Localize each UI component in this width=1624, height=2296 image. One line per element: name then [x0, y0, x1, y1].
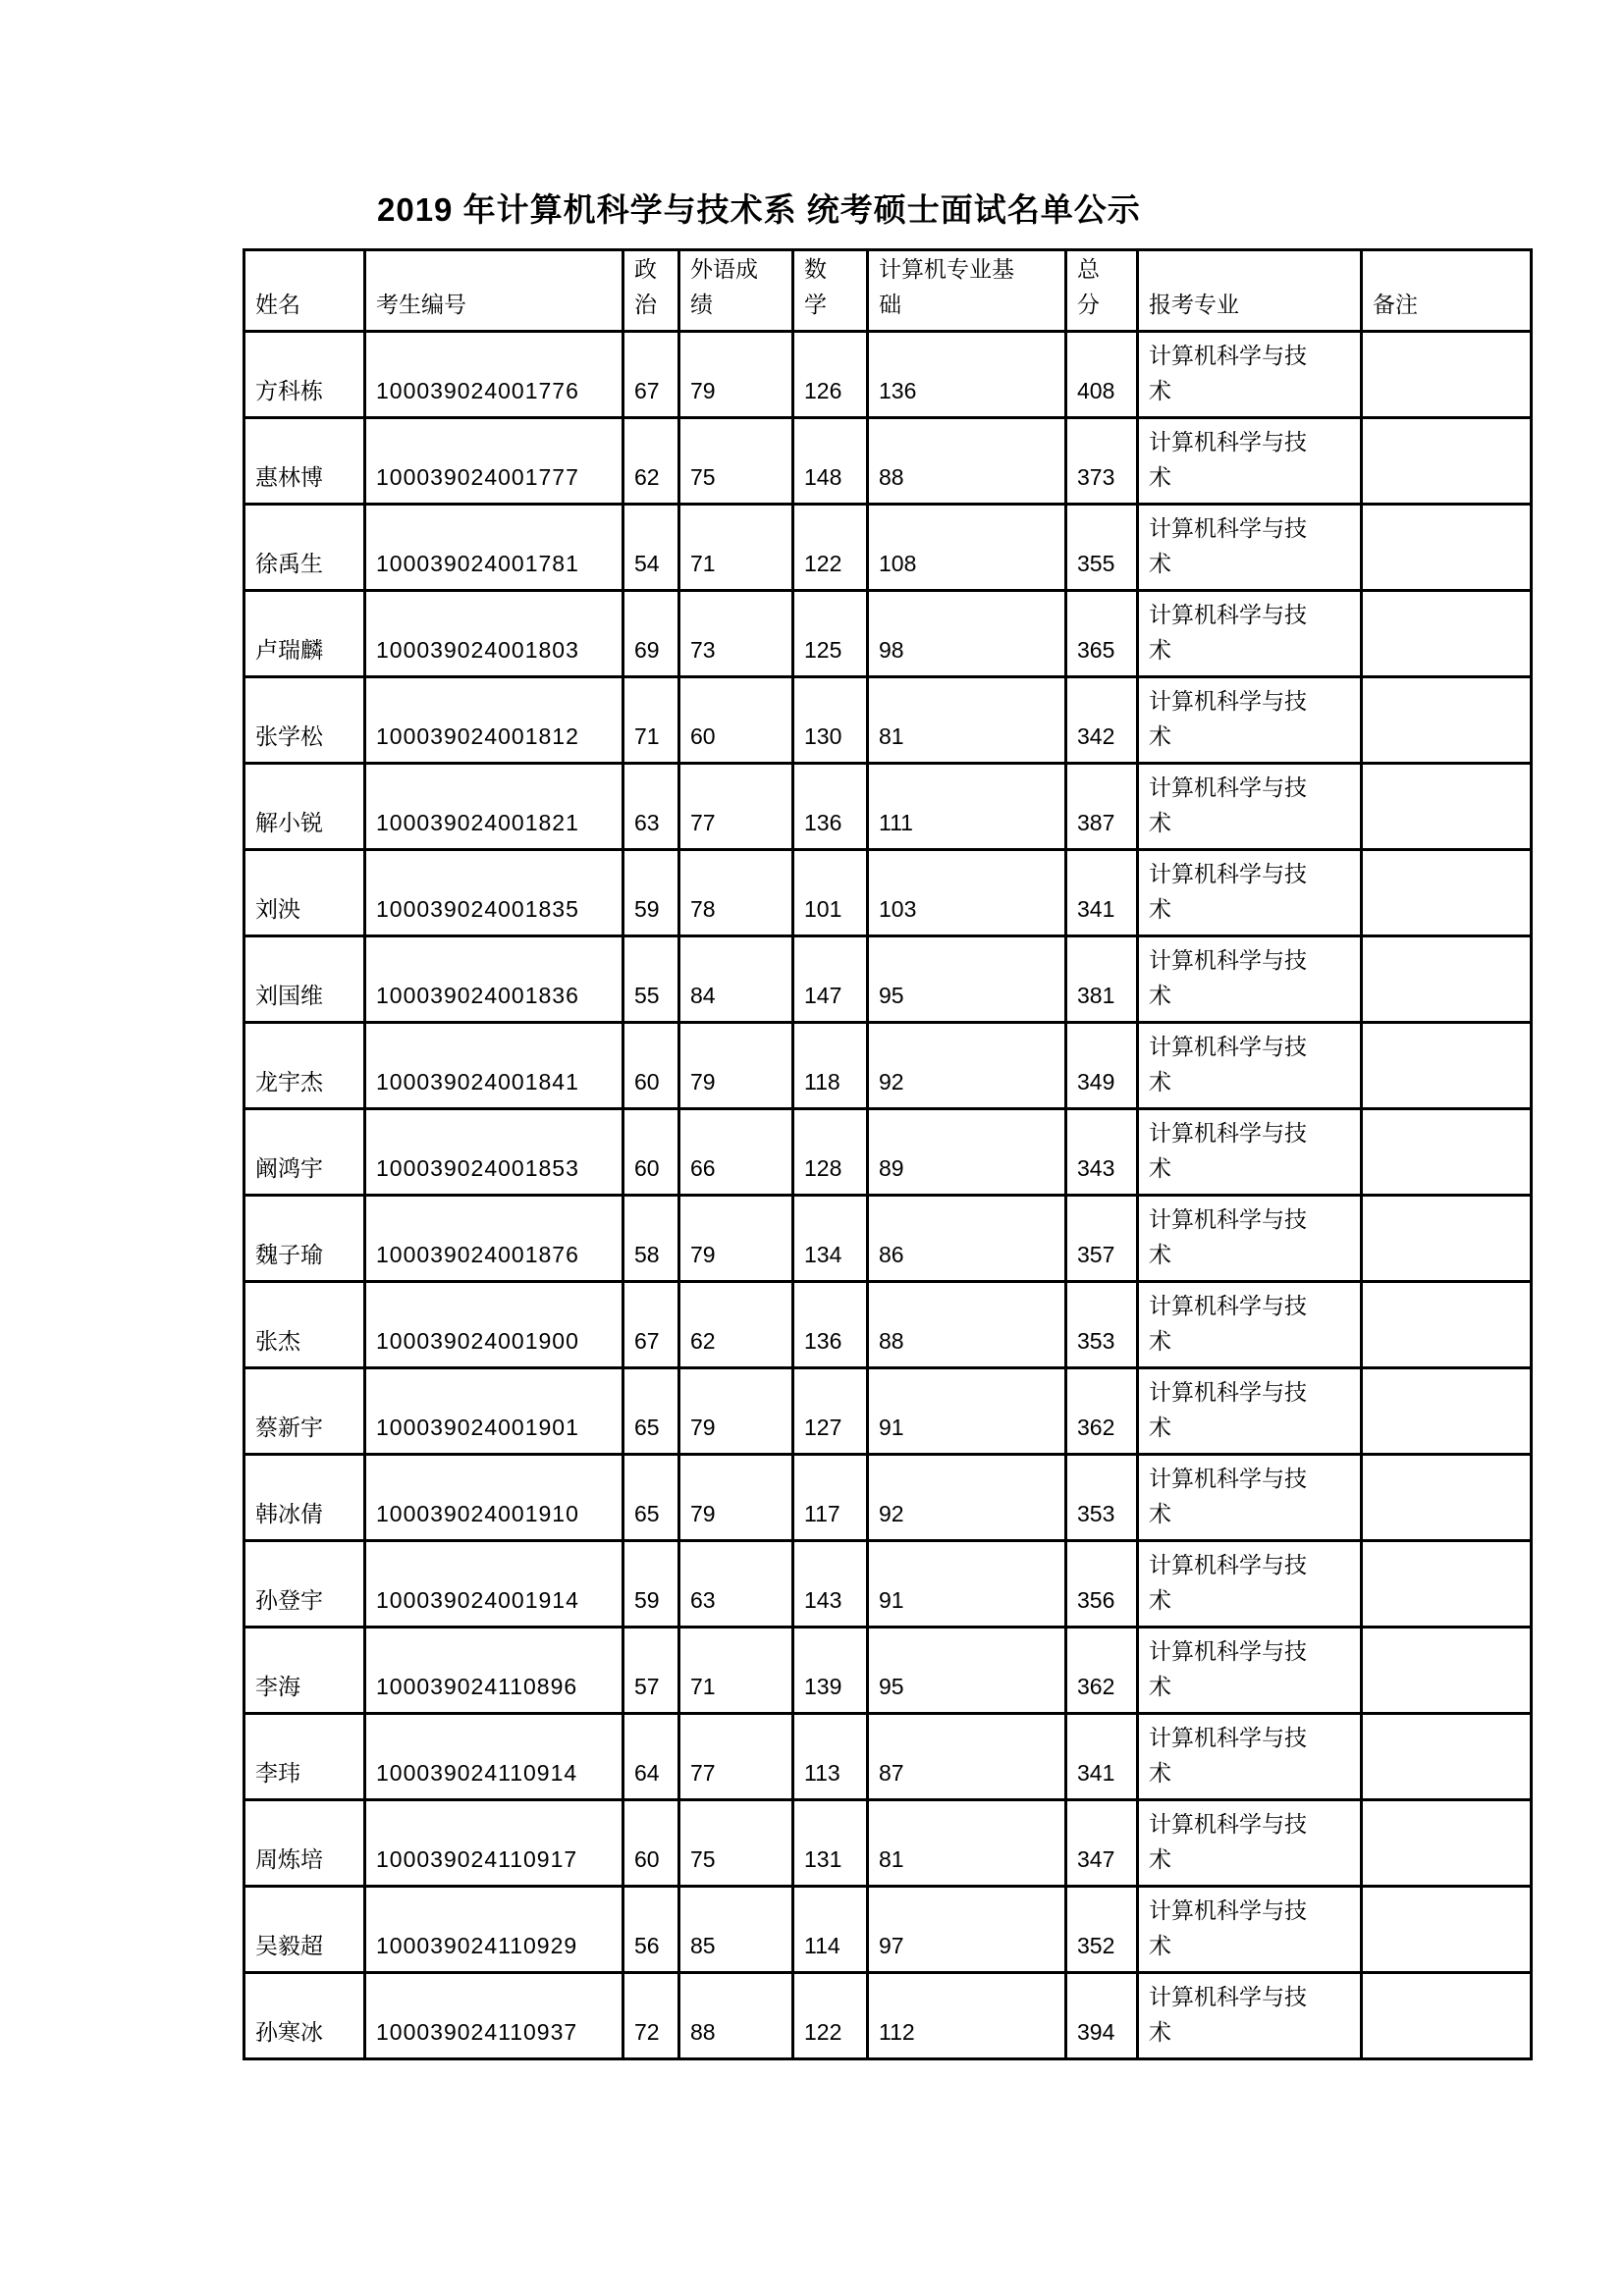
- cell-note: [1362, 1109, 1532, 1196]
- cell-id: 100039024001900: [365, 1282, 623, 1368]
- cell-cs-basic: 98: [868, 591, 1066, 677]
- cell-note: [1362, 418, 1532, 505]
- cell-politics: 54: [623, 505, 679, 591]
- cell-note: [1362, 1196, 1532, 1282]
- cell-id: 100039024001821: [365, 764, 623, 850]
- cell-politics: 71: [623, 677, 679, 764]
- cell-name: 张杰: [244, 1282, 365, 1368]
- cell-major: 计算机科学与技术: [1138, 1973, 1362, 2059]
- cell-cs-basic: 88: [868, 1282, 1066, 1368]
- cell-politics: 72: [623, 1973, 679, 2059]
- cell-name: 李玮: [244, 1714, 365, 1800]
- cell-math: 122: [793, 1973, 868, 2059]
- cell-cs-basic: 108: [868, 505, 1066, 591]
- cell-cs-basic: 86: [868, 1196, 1066, 1282]
- cell-politics: 67: [623, 1282, 679, 1368]
- cell-id: 100039024001901: [365, 1368, 623, 1455]
- cell-name: 魏子瑜: [244, 1196, 365, 1282]
- table-row: [244, 505, 1532, 591]
- cell-id: 100039024001853: [365, 1109, 623, 1196]
- cell-politics: 60: [623, 1109, 679, 1196]
- table-row: [244, 1973, 1532, 2059]
- cell-foreign: 79: [679, 332, 793, 418]
- cell-politics: 55: [623, 936, 679, 1023]
- cell-total: 356: [1066, 1541, 1138, 1628]
- table-row: [244, 850, 1532, 936]
- cell-politics: 57: [623, 1628, 679, 1714]
- cell-foreign: 85: [679, 1887, 793, 1973]
- cell-cs-basic: 112: [868, 1973, 1066, 2059]
- cell-name: 方科栋: [244, 332, 365, 418]
- cell-id: 100039024110896: [365, 1628, 623, 1714]
- cell-id: 100039024001777: [365, 418, 623, 505]
- cell-cs-basic: 87: [868, 1714, 1066, 1800]
- cell-name: 蔡新宇: [244, 1368, 365, 1455]
- cell-id: 100039024001841: [365, 1023, 623, 1109]
- cell-math: 101: [793, 850, 868, 936]
- table-row: [244, 1455, 1532, 1541]
- table-row: [244, 1196, 1532, 1282]
- cell-note: [1362, 1455, 1532, 1541]
- cell-note: [1362, 1368, 1532, 1455]
- cell-math: 130: [793, 677, 868, 764]
- cell-id: 100039024001776: [365, 332, 623, 418]
- cell-note: [1362, 1973, 1532, 2059]
- cell-math: 148: [793, 418, 868, 505]
- cell-name: 吴毅超: [244, 1887, 365, 1973]
- cell-major: 计算机科学与技术: [1138, 1800, 1362, 1887]
- cell-math: 134: [793, 1196, 868, 1282]
- cell-total: 362: [1066, 1628, 1138, 1714]
- cell-politics: 59: [623, 850, 679, 936]
- cell-id: 100039024110914: [365, 1714, 623, 1800]
- cell-math: 136: [793, 764, 868, 850]
- cell-math: 114: [793, 1887, 868, 1973]
- cell-id: 100039024001914: [365, 1541, 623, 1628]
- cell-major: 计算机科学与技术: [1138, 850, 1362, 936]
- cell-name: 李海: [244, 1628, 365, 1714]
- cell-foreign: 79: [679, 1196, 793, 1282]
- table-row: [244, 1887, 1532, 1973]
- cell-major: 计算机科学与技术: [1138, 1109, 1362, 1196]
- cell-foreign: 77: [679, 764, 793, 850]
- cell-total: 394: [1066, 1973, 1138, 2059]
- cell-foreign: 63: [679, 1541, 793, 1628]
- cell-total: 343: [1066, 1109, 1138, 1196]
- cell-note: [1362, 1714, 1532, 1800]
- cell-politics: 69: [623, 591, 679, 677]
- cell-name: 韩冰倩: [244, 1455, 365, 1541]
- header-politics: 政治: [623, 250, 679, 332]
- header-row: [244, 250, 1532, 332]
- table-row: [244, 1109, 1532, 1196]
- cell-major: 计算机科学与技术: [1138, 1455, 1362, 1541]
- cell-major: 计算机科学与技术: [1138, 1887, 1362, 1973]
- cell-name: 徐禹生: [244, 505, 365, 591]
- cell-math: 127: [793, 1368, 868, 1455]
- cell-major: 计算机科学与技术: [1138, 332, 1362, 418]
- cell-note: [1362, 1887, 1532, 1973]
- cell-foreign: 66: [679, 1109, 793, 1196]
- cell-name: 刘泱: [244, 850, 365, 936]
- cell-foreign: 79: [679, 1023, 793, 1109]
- cell-math: 126: [793, 332, 868, 418]
- cell-note: [1362, 936, 1532, 1023]
- cell-cs-basic: 88: [868, 418, 1066, 505]
- cell-total: 381: [1066, 936, 1138, 1023]
- table-row: [244, 1800, 1532, 1887]
- cell-cs-basic: 81: [868, 1800, 1066, 1887]
- cell-major: 计算机科学与技术: [1138, 764, 1362, 850]
- cell-cs-basic: 91: [868, 1541, 1066, 1628]
- cell-name: 孙登宇: [244, 1541, 365, 1628]
- cell-major: 计算机科学与技术: [1138, 1714, 1362, 1800]
- cell-note: [1362, 677, 1532, 764]
- table-row: [244, 1282, 1532, 1368]
- cell-politics: 63: [623, 764, 679, 850]
- cell-math: 128: [793, 1109, 868, 1196]
- cell-politics: 56: [623, 1887, 679, 1973]
- cell-math: 118: [793, 1023, 868, 1109]
- cell-note: [1362, 1282, 1532, 1368]
- cell-note: [1362, 1541, 1532, 1628]
- cell-total: 357: [1066, 1196, 1138, 1282]
- cell-total: 353: [1066, 1455, 1138, 1541]
- cell-name: 龙宇杰: [244, 1023, 365, 1109]
- cell-foreign: 88: [679, 1973, 793, 2059]
- cell-foreign: 71: [679, 505, 793, 591]
- cell-total: 342: [1066, 677, 1138, 764]
- cell-name: 惠林博: [244, 418, 365, 505]
- table-row: [244, 1368, 1532, 1455]
- cell-politics: 67: [623, 332, 679, 418]
- table-row: [244, 591, 1532, 677]
- table-row: [244, 764, 1532, 850]
- cell-total: 387: [1066, 764, 1138, 850]
- cell-major: 计算机科学与技术: [1138, 1541, 1362, 1628]
- cell-total: 341: [1066, 1714, 1138, 1800]
- cell-major: 计算机科学与技术: [1138, 1368, 1362, 1455]
- cell-foreign: 71: [679, 1628, 793, 1714]
- cell-total: 355: [1066, 505, 1138, 591]
- table-row: [244, 1628, 1532, 1714]
- cell-major: 计算机科学与技术: [1138, 677, 1362, 764]
- cell-major: 计算机科学与技术: [1138, 418, 1362, 505]
- table-row: [244, 677, 1532, 764]
- cell-id: 100039024001835: [365, 850, 623, 936]
- cell-foreign: 78: [679, 850, 793, 936]
- cell-math: 117: [793, 1455, 868, 1541]
- cell-note: [1362, 1023, 1532, 1109]
- cell-foreign: 84: [679, 936, 793, 1023]
- cell-cs-basic: 89: [868, 1109, 1066, 1196]
- cell-id: 100039024001803: [365, 591, 623, 677]
- cell-major: 计算机科学与技术: [1138, 936, 1362, 1023]
- cell-major: 计算机科学与技术: [1138, 1282, 1362, 1368]
- cell-politics: 65: [623, 1455, 679, 1541]
- cell-math: 122: [793, 505, 868, 591]
- cell-total: 373: [1066, 418, 1138, 505]
- cell-id: 100039024001876: [365, 1196, 623, 1282]
- cell-math: 139: [793, 1628, 868, 1714]
- page-title: 2019 年计算机科学与技术系 统考硕士面试名单公示: [377, 191, 1141, 228]
- cell-cs-basic: 92: [868, 1023, 1066, 1109]
- cell-major: 计算机科学与技术: [1138, 1196, 1362, 1282]
- table-row: [244, 1541, 1532, 1628]
- cell-cs-basic: 91: [868, 1368, 1066, 1455]
- cell-name: 张学松: [244, 677, 365, 764]
- header-name: 姓名: [244, 250, 365, 332]
- cell-cs-basic: 97: [868, 1887, 1066, 1973]
- table-row: [244, 332, 1532, 418]
- cell-note: [1362, 1628, 1532, 1714]
- cell-id: 100039024001781: [365, 505, 623, 591]
- cell-name: 卢瑞麟: [244, 591, 365, 677]
- cell-total: 341: [1066, 850, 1138, 936]
- cell-cs-basic: 92: [868, 1455, 1066, 1541]
- cell-foreign: 79: [679, 1455, 793, 1541]
- cell-name: 孙寒冰: [244, 1973, 365, 2059]
- cell-math: 131: [793, 1800, 868, 1887]
- cell-politics: 59: [623, 1541, 679, 1628]
- cell-note: [1362, 1800, 1532, 1887]
- cell-major: 计算机科学与技术: [1138, 1628, 1362, 1714]
- cell-foreign: 77: [679, 1714, 793, 1800]
- cell-total: 347: [1066, 1800, 1138, 1887]
- header-major: 报考专业: [1138, 250, 1362, 332]
- cell-foreign: 60: [679, 677, 793, 764]
- cell-math: 113: [793, 1714, 868, 1800]
- header-cs-basic: 计算机专业基础: [868, 250, 1066, 332]
- cell-cs-basic: 95: [868, 1628, 1066, 1714]
- cell-politics: 58: [623, 1196, 679, 1282]
- cell-total: 353: [1066, 1282, 1138, 1368]
- cell-math: 125: [793, 591, 868, 677]
- cell-total: 408: [1066, 332, 1138, 418]
- cell-note: [1362, 764, 1532, 850]
- header-note: 备注: [1362, 250, 1532, 332]
- cell-major: 计算机科学与技术: [1138, 505, 1362, 591]
- cell-math: 147: [793, 936, 868, 1023]
- cell-politics: 62: [623, 418, 679, 505]
- cell-foreign: 75: [679, 1800, 793, 1887]
- header-total: 总分: [1066, 250, 1138, 332]
- cell-id: 100039024001910: [365, 1455, 623, 1541]
- cell-politics: 60: [623, 1800, 679, 1887]
- cell-cs-basic: 136: [868, 332, 1066, 418]
- cell-total: 362: [1066, 1368, 1138, 1455]
- cell-name: 阚鸿宇: [244, 1109, 365, 1196]
- cell-foreign: 73: [679, 591, 793, 677]
- cell-id: 100039024110937: [365, 1973, 623, 2059]
- cell-id: 100039024110929: [365, 1887, 623, 1973]
- cell-foreign: 79: [679, 1368, 793, 1455]
- cell-politics: 60: [623, 1023, 679, 1109]
- cell-id: 100039024001812: [365, 677, 623, 764]
- table-row: [244, 1714, 1532, 1800]
- cell-math: 136: [793, 1282, 868, 1368]
- cell-name: 周炼培: [244, 1800, 365, 1887]
- cell-politics: 65: [623, 1368, 679, 1455]
- header-foreign: 外语成绩: [679, 250, 793, 332]
- cell-total: 352: [1066, 1887, 1138, 1973]
- cell-foreign: 75: [679, 418, 793, 505]
- cell-note: [1362, 505, 1532, 591]
- cell-name: 刘国维: [244, 936, 365, 1023]
- cell-foreign: 62: [679, 1282, 793, 1368]
- header-id: 考生编号: [365, 250, 623, 332]
- cell-note: [1362, 332, 1532, 418]
- cell-total: 349: [1066, 1023, 1138, 1109]
- cell-math: 143: [793, 1541, 868, 1628]
- cell-id: 100039024001836: [365, 936, 623, 1023]
- header-math: 数学: [793, 250, 868, 332]
- table-row: [244, 418, 1532, 505]
- cell-major: 计算机科学与技术: [1138, 591, 1362, 677]
- table-row: [244, 936, 1532, 1023]
- cell-total: 365: [1066, 591, 1138, 677]
- cell-cs-basic: 95: [868, 936, 1066, 1023]
- cell-id: 100039024110917: [365, 1800, 623, 1887]
- cell-note: [1362, 591, 1532, 677]
- table-row: [244, 1023, 1532, 1109]
- cell-cs-basic: 81: [868, 677, 1066, 764]
- cell-major: 计算机科学与技术: [1138, 1023, 1362, 1109]
- cell-note: [1362, 850, 1532, 936]
- candidates-table: [243, 248, 1533, 2060]
- cell-cs-basic: 103: [868, 850, 1066, 936]
- cell-cs-basic: 111: [868, 764, 1066, 850]
- cell-politics: 64: [623, 1714, 679, 1800]
- cell-name: 解小锐: [244, 764, 365, 850]
